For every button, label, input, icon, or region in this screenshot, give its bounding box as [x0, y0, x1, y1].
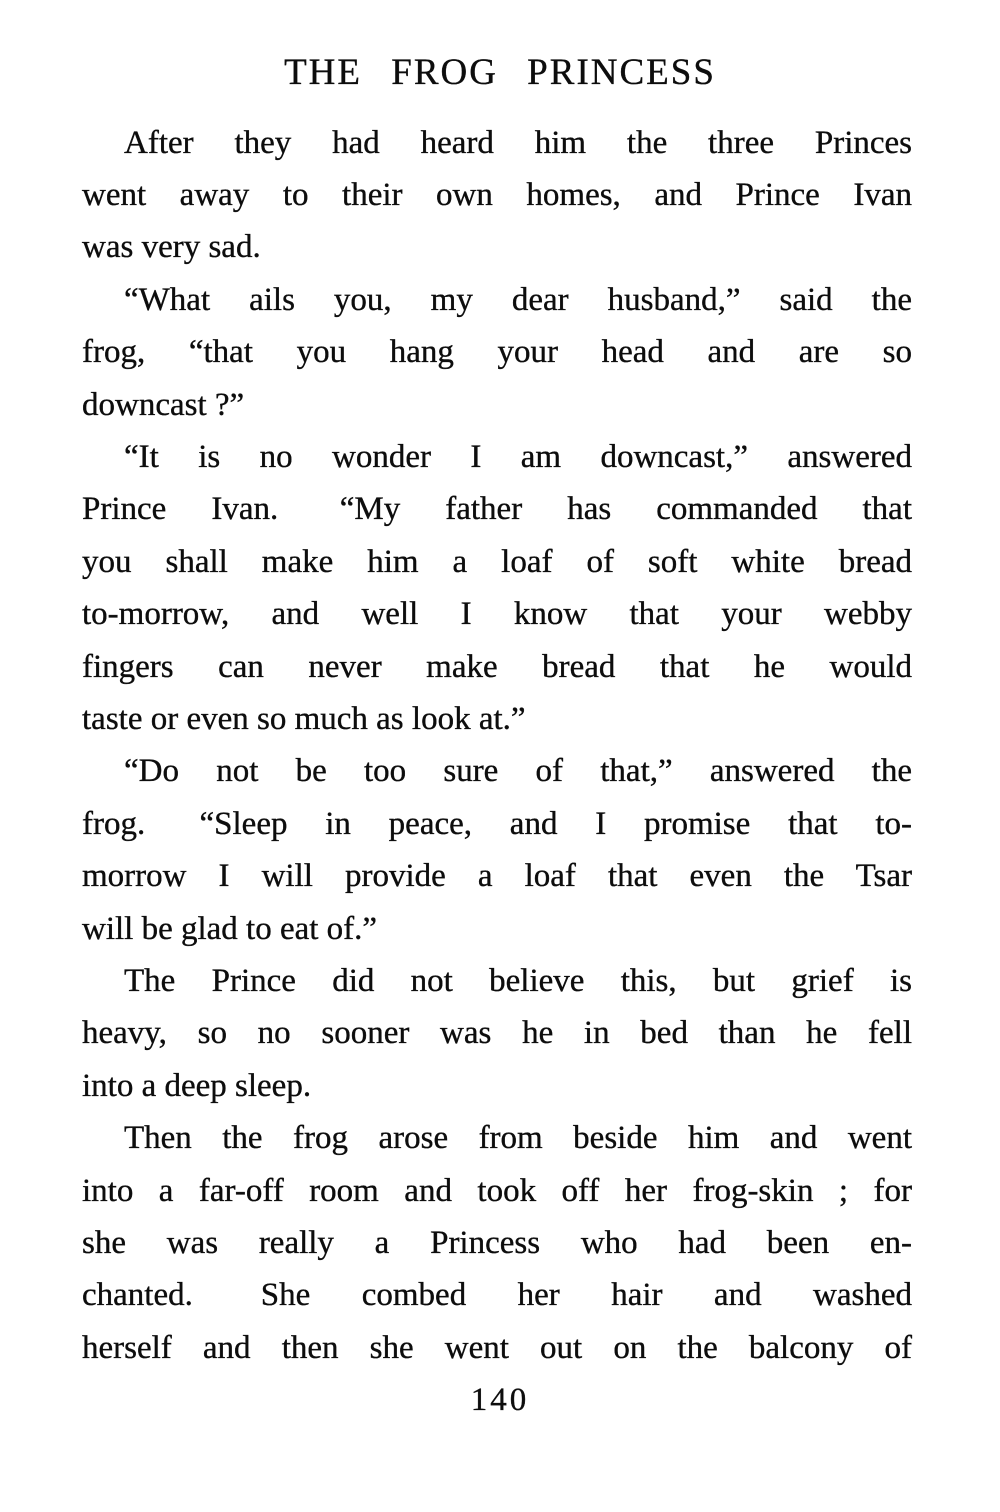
page-body — [82, 117, 912, 1375]
text-line: “It is no wonder I am downcast,” answered — [124, 438, 912, 475]
paragraph — [82, 431, 912, 745]
text-line: into a far-off room and took off her frog-skin ; for — [82, 1172, 912, 1209]
text-line: “Do not be too sure of that,” answered the — [124, 753, 912, 790]
text-line: morrow I will provide a loaf that even the Tsar — [82, 858, 912, 895]
paragraph — [82, 274, 912, 431]
text-line: to-morrow, and well I know that your webby — [82, 596, 912, 633]
page-number: 140 — [470, 1382, 530, 1419]
text-line: was very sad. — [82, 229, 261, 266]
text-line: frog, “that you hang your head and are so — [82, 334, 912, 371]
paragraph — [82, 745, 912, 955]
text-line: taste or even so much as look at.” — [82, 701, 526, 738]
page-title: THE FROG PRINCESS — [284, 52, 716, 93]
text-line: Then the frog arose from beside him and went — [124, 1120, 912, 1157]
paragraph — [82, 1112, 912, 1374]
text-line: will be glad to eat of.” — [82, 910, 378, 947]
text-line: fingers can never make bread that he would — [82, 648, 912, 685]
text-line: you shall make him a loaf of soft white bread — [82, 543, 912, 580]
text-line: downcast ?” — [82, 386, 245, 423]
text-line: The Prince did not believe this, but grief is — [124, 963, 912, 1000]
text-line: into a deep sleep. — [82, 1067, 312, 1104]
text-line: went away to their own homes, and Prince Ivan — [82, 176, 912, 213]
text-line: chanted. She combed her hair and washed — [82, 1277, 912, 1314]
text-line: “What ails you, my dear husband,” said the — [124, 281, 912, 318]
paragraph — [82, 117, 912, 274]
text-line: After they had heard him the three Princes — [124, 124, 912, 161]
paragraph — [82, 955, 912, 1112]
text-line: she was really a Princess who had been en- — [82, 1225, 912, 1262]
text-line: heavy, so no sooner was he in bed than he fell — [82, 1015, 912, 1052]
text-line: frog. “Sleep in peace, and I promise that to- — [82, 805, 912, 842]
text-line: herself and then she went out on the balcony of — [82, 1329, 912, 1366]
text-line: Prince Ivan. “My father has commanded that — [82, 491, 912, 528]
